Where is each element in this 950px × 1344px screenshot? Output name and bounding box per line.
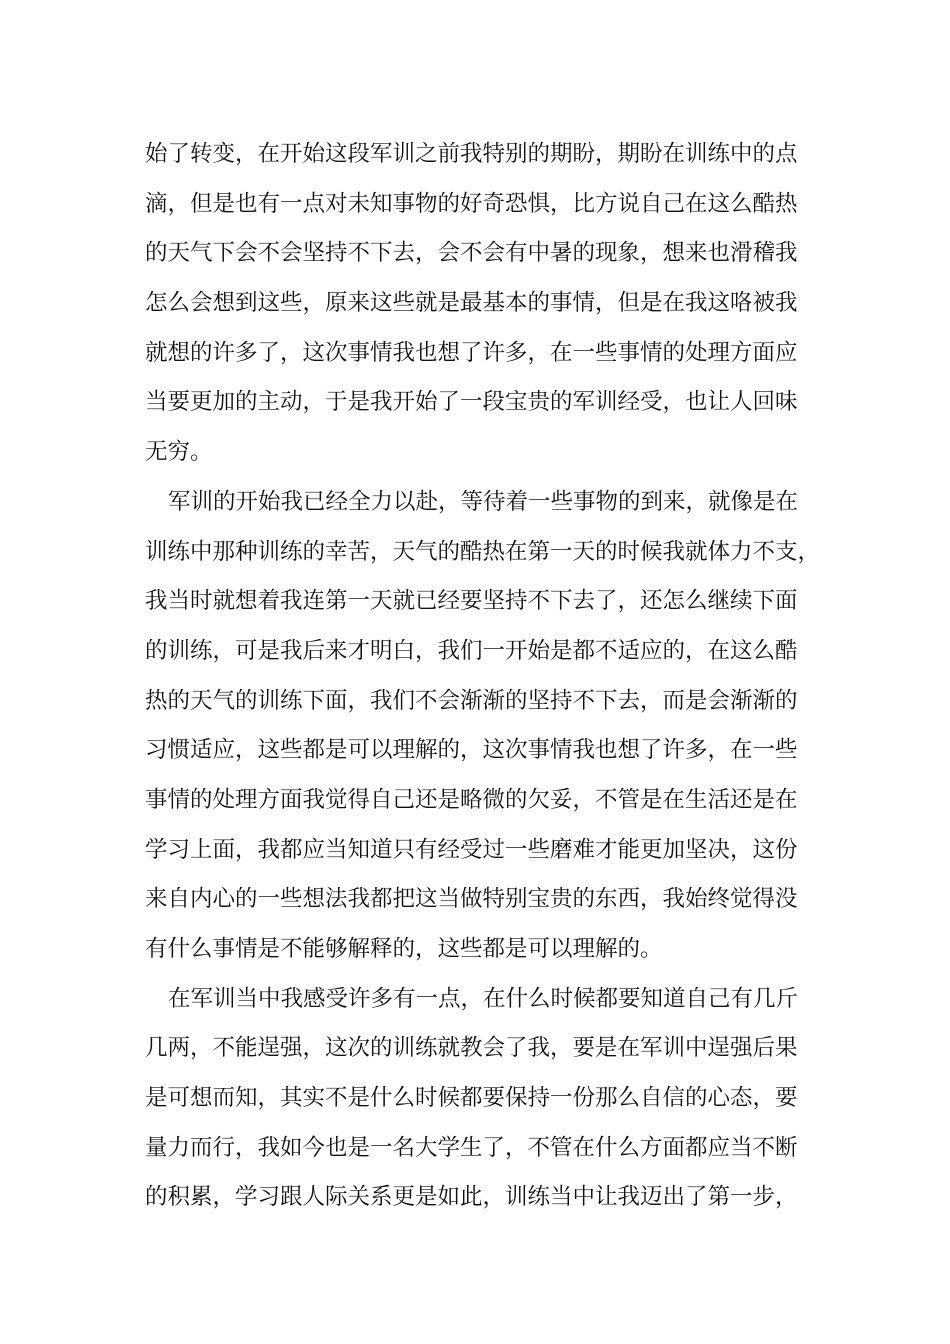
paragraph-3	[145, 975, 815, 1223]
text-line: 习惯适应，这些都是可以理解的，这次事情我也想了许多，在一些	[145, 737, 798, 764]
text-line: 的训练，可是我后来才明白，我们一开始是都不适应的，在这么酷	[145, 637, 798, 664]
paragraph-1	[145, 130, 815, 478]
text-line: 军训的开始我已经全力以赴，等待着一些事物的到来，就像是在	[168, 488, 799, 515]
text-line: 的天气下会不会坚持不下去，会不会有中暑的现象，想来也滑稽我	[145, 240, 798, 267]
text-line: 就想的许多了，这次事情我也想了许多，在一些事情的处理方面应	[145, 339, 798, 366]
text-line: 几两，不能逞强，这次的训练就教会了我，要是在军训中逞强后果	[145, 1035, 798, 1062]
text-line: 我当时就想着我连第一天就已经要坚持不下去了，还怎么继续下面	[145, 588, 798, 615]
body-text	[145, 130, 821, 1223]
text-line: 的积累，学习跟人际关系更是如此，训练当中让我迈出了第一步，	[145, 1184, 798, 1211]
text-line: 量力而行，我如今也是一名大学生了，不管在什么方面都应当不断	[145, 1134, 798, 1161]
text-line: 热的天气的训练下面，我们不会渐渐的坚持不下去，而是会渐渐的	[145, 687, 798, 714]
text-line: 怎么会想到这些，原来这些就是最基本的事情，但是在我这咯被我	[145, 290, 798, 317]
text-line: 无穷。	[145, 439, 213, 466]
text-line: 当要更加的主动，于是我开始了一段宝贵的军训经受，也让人回味	[145, 389, 798, 416]
text-line: 学习上面，我都应当知道只有经受过一些磨难才能更加坚决，这份	[145, 836, 798, 863]
text-line: 在军训当中我感受许多有一点，在什么时候都要知道自己有几斤	[168, 985, 799, 1012]
text-line: 是可想而知，其实不是什么时候都要保持一份那么自信的心态，要	[145, 1085, 798, 1112]
text-line: 滴，但是也有一点对未知事物的好奇恐惧，比方说自己在这么酷热	[145, 190, 798, 217]
text-line: 有什么事情是不能够解释的，这些都是可以理解的。	[145, 936, 663, 962]
text-line: 训练中那种训练的幸苦，天气的酷热在第一天的时候我就体力不支，	[145, 538, 821, 565]
text-line: 来自内心的一些想法我都把这当做特别宝贵的东西，我始终觉得没	[145, 886, 798, 913]
paragraph-2	[145, 478, 821, 975]
text-line: 始了转变，在开始这段军训之前我特别的期盼，期盼在训练中的点	[145, 141, 798, 167]
text-line: 事情的处理方面我觉得自己还是略微的欠妥，不管是在生活还是在	[145, 786, 798, 813]
